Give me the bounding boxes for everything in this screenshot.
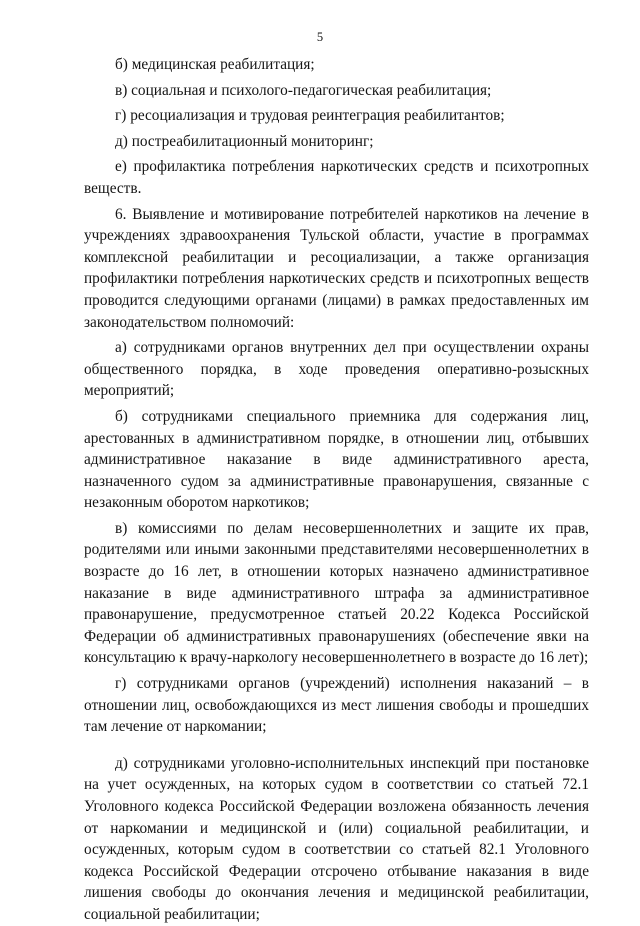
list-item-g-resocialization: г) ресоциализация и трудовая реинтеграция реабилитантов; xyxy=(115,107,505,125)
list-item-e-prevention: е) профилактика потребления наркотических средств и психотропных веществ. xyxy=(84,158,589,197)
list-item-b-medical-rehab: б) медицинская реабилитация; xyxy=(115,56,315,73)
list-item-g-penal-institutions: г) сотрудниками органов (учреждений) исполнения наказаний – в отношении лиц, освобождающихся из мест лишения свободы и прошедших там лечение от наркомании; xyxy=(84,675,589,736)
list-item-b-detention-center: б) сотрудниками специального приемника для содержания лиц, арестованных в административном порядке, в отношении лиц, отбывших административное наказание в виде административного ареста, назначенного судом за административные правонарушения, связанные с незаконным оборотом наркотиков; xyxy=(84,407,589,512)
list-item-d-probation-inspections: д) сотрудниками уголовно-исполнительных инспекций при постановке на учет осужденных, на которых судом в соответствии со статьей 72.1 Уголовного кодекса Российской Федерации возложена обязанность лечения от наркомании и медицинской и (или) социальной реабилитации, и осужденных, которым судом в соответствии со статьей 82.1 Уголовного кодекса Российской Федерации отсрочено отбывание наказания в виде лишения свободы до окончания лечения и медицинской реабилитации, социальной реабилитации; xyxy=(84,754,589,923)
list-item-v-social-rehab: в) социальная и психолого-педагогическая реабилитация; xyxy=(115,81,492,99)
list-item-v-minors-commission: в) комиссиями по делам несовершеннолетних и защите их прав, родителями или иными законными представителями несовершеннолетних в возрасте до 16 лет, в отношении которых назначено административное наказание в виде административного штрафа за административное правонарушение, предусмотренное статьей 20.22 Кодекса Российской Федерации об административных правонарушениях (обеспечение явки на консультацию к врачу-наркологу несовершеннолетнего в возрасте до 16 лет); xyxy=(84,519,589,667)
list-item-a-police: а) сотрудниками органов внутренних дел при осуществлении охраны общественного порядка, в ходе проведения оперативно-розыскных мероприятий; xyxy=(84,339,589,400)
page-number: 5 xyxy=(316,30,324,44)
list-item-d-monitoring: д) постреабилитационный мониторинг; xyxy=(115,132,374,150)
document-body xyxy=(84,54,589,926)
section-6-paragraph: 6. Выявление и мотивирование потребителей наркотиков на лечение в учреждениях здравоохранения Тульской области, участие в программах комплексной реабилитации и ресоциализации, а также организация профилактики потребления наркотических средств и психотропных веществ проводится следующими органами (лицами) в рамках предоставленных им законодательством полномочий: xyxy=(84,205,589,331)
